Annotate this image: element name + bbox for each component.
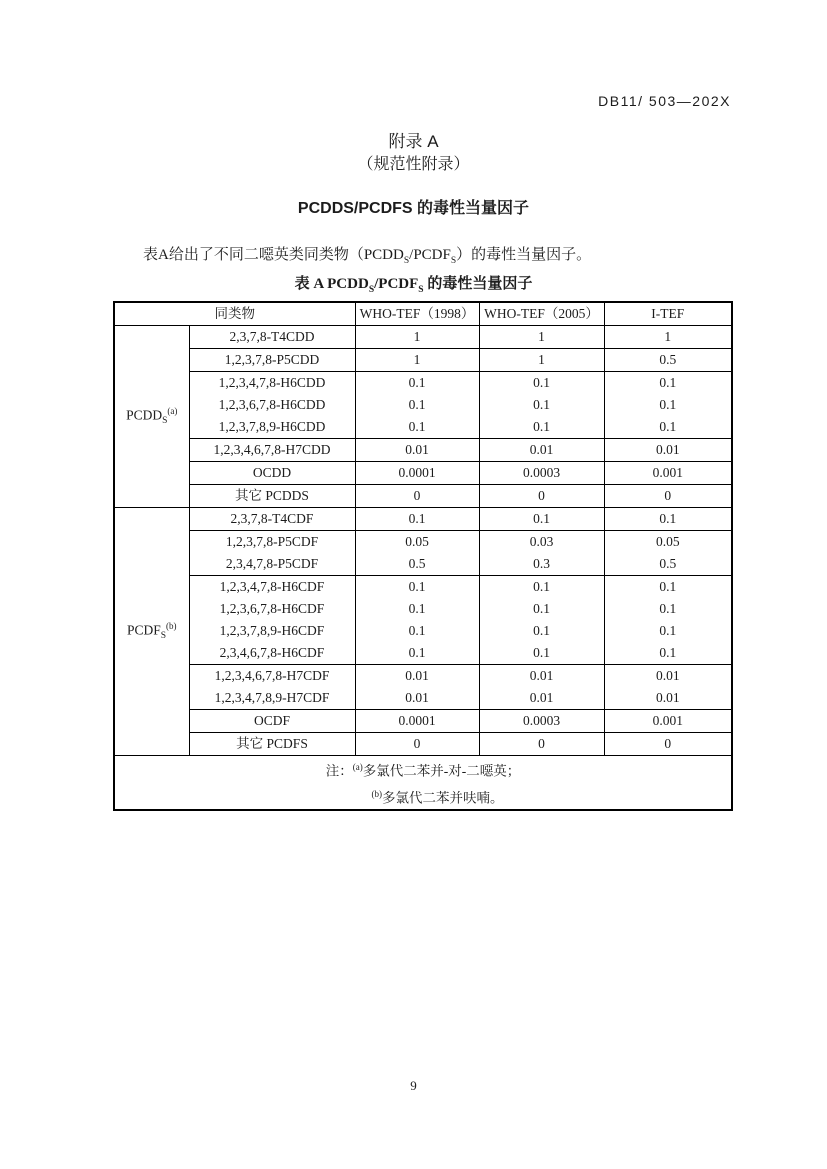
tef-value: 0.0001 <box>398 713 436 728</box>
tef-value-cell <box>604 349 732 372</box>
tef-value-cell <box>604 462 732 485</box>
tef-value-cell <box>479 531 604 576</box>
tef-value-cell <box>479 710 604 733</box>
tef-value-cell <box>479 349 604 372</box>
table-row <box>114 326 732 349</box>
tef-value: 0.0003 <box>522 713 561 728</box>
tef-value-cell <box>355 733 479 756</box>
tef-value-cell <box>479 485 604 508</box>
tef-value-cell <box>604 439 732 462</box>
table-row <box>114 508 732 531</box>
congener-name: 2,3,7,8-T4CDD <box>229 329 315 344</box>
caption-subscript: S <box>418 285 424 295</box>
tef-value-cell <box>355 485 479 508</box>
tef-value-cell <box>604 531 732 576</box>
tef-value: 1 <box>538 352 545 367</box>
congener-name: 1,2,3,4,6,7,8-H7CDF <box>214 668 330 683</box>
intro-subscript: S <box>403 256 410 266</box>
tef-value-cell <box>355 439 479 462</box>
table-row <box>114 531 732 576</box>
tef-value: 0.001 <box>652 465 683 480</box>
tef-value: 0.1 <box>408 375 426 390</box>
note-label: 注： <box>325 763 353 779</box>
tef-value-cell <box>355 372 479 439</box>
tef-value: 0.01 <box>655 668 680 683</box>
tef-value: 0 <box>664 736 672 751</box>
congener-name: 1,2,3,7,8-P5CDD <box>224 352 320 367</box>
note-line-a <box>115 756 731 783</box>
tef-value: 1 <box>413 352 421 367</box>
tef-value: 0.05 <box>405 534 429 549</box>
table-notes-row <box>114 756 732 811</box>
tef-value: 0.1 <box>408 601 426 616</box>
tef-value-cell <box>355 462 479 485</box>
congener-name: 2,3,4,7,8-P5CDF <box>225 556 319 571</box>
tef-value: 0.01 <box>529 690 554 705</box>
congener-name: OCDD <box>252 465 292 480</box>
table-row <box>114 710 732 733</box>
table-row <box>114 439 732 462</box>
tef-value: 0.01 <box>405 442 429 457</box>
intro-paragraph <box>113 245 731 272</box>
tef-value: 0.1 <box>533 579 550 594</box>
tef-value-cell <box>604 733 732 756</box>
tef-value-cell <box>604 326 732 349</box>
tef-value: 0.1 <box>659 511 677 526</box>
tef-value: 0.01 <box>655 690 680 705</box>
tef-value-cell <box>604 508 732 531</box>
tef-value-cell <box>479 576 604 665</box>
tef-value: 0.001 <box>652 713 683 728</box>
congener-name: 1,2,3,4,7,8,9-H7CDF <box>214 690 330 705</box>
tef-value-cell <box>479 439 604 462</box>
tef-value-cell <box>479 665 604 710</box>
tef-value-cell <box>355 710 479 733</box>
tef-value-cell <box>479 508 604 531</box>
tef-value: 0.5 <box>408 556 426 571</box>
tef-value: 0.5 <box>659 352 677 367</box>
group-cell-pcdfs: $PCDF_S^{(b)}$ <box>114 508 189 756</box>
congener-name: 2,3,7,8-T4CDF <box>230 511 314 526</box>
col-header-congener: 同类物 <box>114 302 355 326</box>
tef-value-cell <box>479 326 604 349</box>
tef-value: 0.1 <box>659 419 677 434</box>
table-row <box>114 665 732 710</box>
tef-value: 0.1 <box>533 511 550 526</box>
tef-value: 1 <box>413 329 421 344</box>
tef-value: 0.0001 <box>398 465 436 480</box>
intro-text: ）的毒性当量因子。 <box>456 247 592 263</box>
appendix-heading: PCDDS/PCDFS 的毒性当量因子 <box>297 200 530 217</box>
tef-value-cell <box>604 576 732 665</box>
congener-name: 其它 PCDDS <box>235 488 309 503</box>
tef-value: 0.1 <box>659 601 677 616</box>
page-number: 9 <box>410 1078 417 1093</box>
note-marker-b: (b) <box>371 788 382 799</box>
congener-cell <box>189 508 355 531</box>
tef-value-cell <box>355 508 479 531</box>
tef-value-cell <box>355 531 479 576</box>
congener-name: 1,2,3,7,8,9-H6CDD <box>218 419 326 434</box>
tef-value: 0.03 <box>529 534 554 549</box>
tef-value-cell <box>355 576 479 665</box>
congener-name: 1,2,3,4,7,8-H6CDF <box>219 579 325 594</box>
tef-value-cell <box>479 372 604 439</box>
appendix-title: 附录 A <box>388 132 439 151</box>
table-caption <box>0 272 827 295</box>
congener-cell <box>189 372 355 439</box>
congener-name: 1,2,3,7,8,9-H6CDF <box>219 623 325 638</box>
congener-name: 1,2,3,4,6,7,8-H7CDD <box>213 442 331 457</box>
tef-value: 0.1 <box>408 397 426 412</box>
appendix-subtitle: （规范性附录） <box>357 156 470 173</box>
intro-text: /PCDF <box>409 247 451 263</box>
tef-value: 0.01 <box>655 442 680 457</box>
tef-value: 0.01 <box>529 442 554 457</box>
tef-value-cell <box>604 372 732 439</box>
tef-value: 0.1 <box>533 397 550 412</box>
tef-value: 0.1 <box>408 579 426 594</box>
col-header-i-tef: I-TEF <box>604 302 732 326</box>
congener-name: 2,3,4,6,7,8-H6CDF <box>219 645 325 660</box>
table-row <box>114 462 732 485</box>
tef-value: 0.1 <box>659 397 677 412</box>
congener-cell <box>189 733 355 756</box>
tef-value-cell <box>355 665 479 710</box>
tef-value: 0 <box>538 488 545 503</box>
tef-value: 0.5 <box>659 556 677 571</box>
tef-value: 0.05 <box>655 534 680 549</box>
congener-cell <box>189 531 355 576</box>
group-cell-pcdds: $PCDD_S^{(a)}$ <box>114 326 189 508</box>
tef-value: 0 <box>413 488 421 503</box>
tef-value-cell <box>604 710 732 733</box>
congener-cell <box>189 326 355 349</box>
tef-value-cell <box>479 462 604 485</box>
tef-table <box>113 301 733 811</box>
intro-text: 表A给出了不同二噁英类同类物（PCDD <box>143 247 404 263</box>
tef-value: 0.0003 <box>522 465 561 480</box>
intro-subscript: S <box>450 256 457 266</box>
tef-value: 1 <box>538 329 545 344</box>
caption-text: 表 A PCDD <box>294 276 369 292</box>
tef-value: 0.3 <box>533 556 550 571</box>
congener-name: 1,2,3,6,7,8-H6CDD <box>218 397 326 412</box>
congener-cell <box>189 665 355 710</box>
congener-name: OCDF <box>253 713 290 728</box>
note-marker-a: (a) <box>352 762 363 772</box>
caption-text: /PCDF <box>374 276 419 292</box>
table-row <box>114 372 732 439</box>
tef-value: 0.1 <box>408 623 426 638</box>
tef-value-cell <box>355 326 479 349</box>
tef-value: 1 <box>664 329 672 344</box>
congener-cell <box>189 349 355 372</box>
congener-cell <box>189 710 355 733</box>
note-line-b <box>115 783 731 810</box>
tef-value-cell <box>479 733 604 756</box>
tef-value: 0.1 <box>408 511 426 526</box>
tef-value: 0.01 <box>405 668 429 683</box>
congener-cell <box>189 462 355 485</box>
congener-cell <box>189 485 355 508</box>
congener-name: 1,2,3,4,7,8-H6CDD <box>218 375 326 390</box>
tef-value-cell <box>355 349 479 372</box>
col-header-who-tef-2005: WHO-TEF（2005） <box>479 302 604 326</box>
tef-value: 0 <box>413 736 421 751</box>
caption-subscript: S <box>368 285 375 295</box>
tef-value: 0.1 <box>659 375 677 390</box>
congener-cell <box>189 576 355 665</box>
tef-value: 0.1 <box>659 579 677 594</box>
tef-value-cell <box>604 665 732 710</box>
tef-value: 0.1 <box>408 645 426 660</box>
tef-value: 0 <box>664 488 672 503</box>
doc-number: DB11/ 503—202X <box>598 93 731 109</box>
congener-name: 1,2,3,7,8-P5CDF <box>225 534 319 549</box>
note-text-b: 多氯代二苯并呋喃。 <box>382 790 504 805</box>
tef-value: 0.1 <box>408 419 426 434</box>
tef-value: 0.1 <box>659 623 677 638</box>
table-row <box>114 733 732 756</box>
table-row <box>114 576 732 665</box>
note-text-a: 多氯代二苯并-对-二噁英； <box>362 763 521 779</box>
tef-value: 0.1 <box>533 419 550 434</box>
tef-value: 0 <box>538 736 545 751</box>
tef-value: 0.01 <box>529 668 554 683</box>
col-header-who-tef-1998: WHO-TEF（1998） <box>355 302 479 326</box>
table-header-row <box>114 302 732 326</box>
congener-cell <box>189 439 355 462</box>
caption-text: 的毒性当量因子 <box>423 276 533 292</box>
tef-value: 0.1 <box>533 375 550 390</box>
tef-value-cell <box>604 485 732 508</box>
tef-value: 0.1 <box>533 623 550 638</box>
tef-value: 0.1 <box>659 645 677 660</box>
table-notes <box>114 756 732 811</box>
tef-value: 0.1 <box>533 645 550 660</box>
table-row <box>114 485 732 508</box>
tef-value: 0.1 <box>533 601 550 616</box>
congener-name: 其它 PCDFS <box>236 736 308 751</box>
congener-name: 1,2,3,6,7,8-H6CDF <box>219 601 325 616</box>
table-row <box>114 349 732 372</box>
tef-value: 0.01 <box>405 690 429 705</box>
